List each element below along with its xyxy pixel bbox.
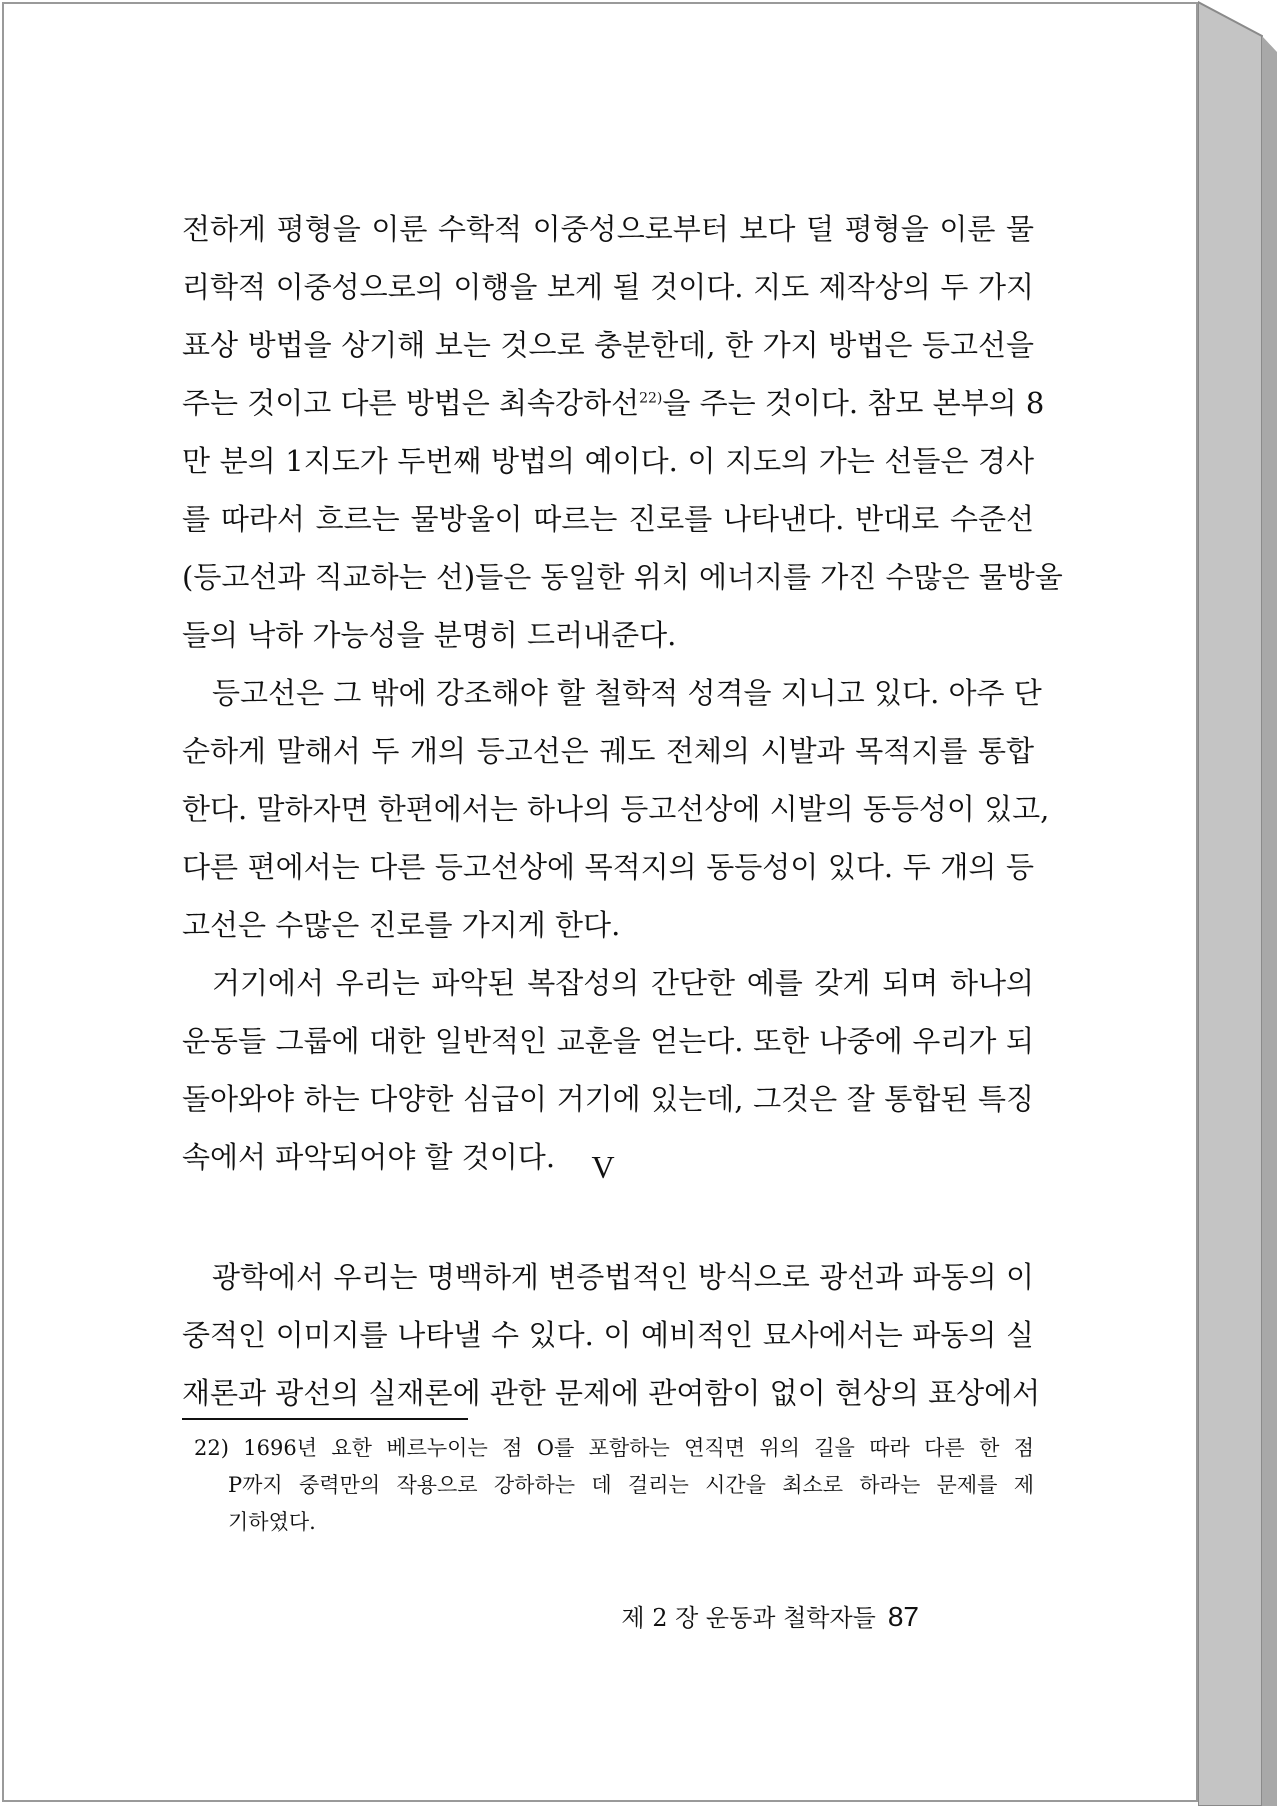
text-line: 고선은 수많은 진로를 가지게 한다. — [182, 908, 621, 942]
text-line: 광학에서 우리는 명백하게 변증법적인 방식으로 광선과 파동의 이 — [212, 1260, 1034, 1294]
text-line: 거기에서 우리는 파악된 복잡성의 간단한 예를 갖게 되며 하나의 — [212, 966, 1034, 1000]
footnote-line: P까지 중력만의 작용으로 강하하는 데 걸리는 시간을 최소로 하라는 문제를 제 — [228, 1473, 1034, 1497]
footnote-ref: 22) — [639, 390, 663, 407]
text-line: 리학적 이중성으로의 이행을 보게 될 것이다. 지도 제작상의 두 가지 — [182, 270, 1034, 304]
text-line: 전하게 평형을 이룬 수학적 이중성으로부터 보다 덜 평형을 이룬 물 — [182, 212, 1034, 246]
footnote-number: 22) — [194, 1436, 229, 1460]
text-line: 를 따라서 흐르는 물방울이 따르는 진로를 나타낸다. 반대로 수준선 — [182, 502, 1034, 536]
text-line: 들의 낙하 가능성을 분명히 드러내준다. — [182, 618, 677, 652]
paragraph-block-1 — [182, 200, 1063, 1186]
text-line: 표상 방법을 상기해 보는 것으로 충분한데, 한 가지 방법은 등고선을 — [182, 328, 1034, 362]
footnote-text: 1696년 요한 베르누이는 점 O를 포함하는 연직면 위의 길을 따라 다른 한 점 — [243, 1436, 1035, 1460]
book-page — [2, 2, 1198, 1802]
page-number: 87 — [887, 1601, 919, 1632]
footnote-divider — [182, 1418, 468, 1420]
running-footer — [621, 1598, 919, 1633]
text-line: 다른 편에서는 다른 등고선상에 목적지의 동등성이 있다. 두 개의 등 — [182, 850, 1034, 884]
text-line: 운동들 그룹에 대한 일반적인 교훈을 얻는다. 또한 나중에 우리가 되 — [182, 1024, 1034, 1058]
footnote — [194, 1430, 1034, 1541]
section-heading: V — [591, 1149, 615, 1185]
footnote-line — [194, 1430, 1034, 1467]
text-line: 돌아와야 하는 다양한 심급이 거기에 있는데, 그것은 잘 통합된 특징 — [182, 1082, 1034, 1116]
text-fragment: 주는 것이고 다른 방법은 최속강하선 — [182, 386, 640, 420]
text-fragment: 을 주는 것이다. 참모 본부의 8 — [662, 386, 1045, 420]
text-line: 속에서 파악되어야 할 것이다. — [182, 1140, 556, 1174]
text-line: 만 분의 1지도가 두번째 방법의 예이다. 이 지도의 가는 선들은 경사 — [182, 444, 1034, 478]
book-spine — [1198, 0, 1277, 1806]
text-line-with-footnote — [182, 374, 1045, 432]
text-line: 한다. 말하자면 한편에서는 하나의 등고선상에 시발의 동등성이 있고, — [182, 792, 1050, 826]
text-line: 재론과 광선의 실재론에 관한 문제에 관여함이 없이 현상의 표상에서 — [182, 1376, 1041, 1410]
footnote-line: 기하였다. — [228, 1510, 316, 1534]
spine-edge — [1262, 36, 1277, 1806]
text-line: (등고선과 직교하는 선)들은 동일한 위치 에너지를 가진 수많은 물방울 — [182, 560, 1063, 594]
spine-face — [1198, 2, 1262, 1806]
text-line: 순하게 말해서 두 개의 등고선은 궤도 전체의 시발과 목적지를 통합 — [182, 734, 1034, 768]
chapter-title: 제 2 장 운동과 철학자들 — [621, 1604, 876, 1632]
paragraph-block-2 — [182, 1248, 1041, 1422]
text-line: 중적인 이미지를 나타낼 수 있다. 이 예비적인 묘사에서는 파동의 실 — [182, 1318, 1034, 1352]
text-line: 등고선은 그 밖에 강조해야 할 철학적 성격을 지니고 있다. 아주 단 — [212, 676, 1042, 710]
